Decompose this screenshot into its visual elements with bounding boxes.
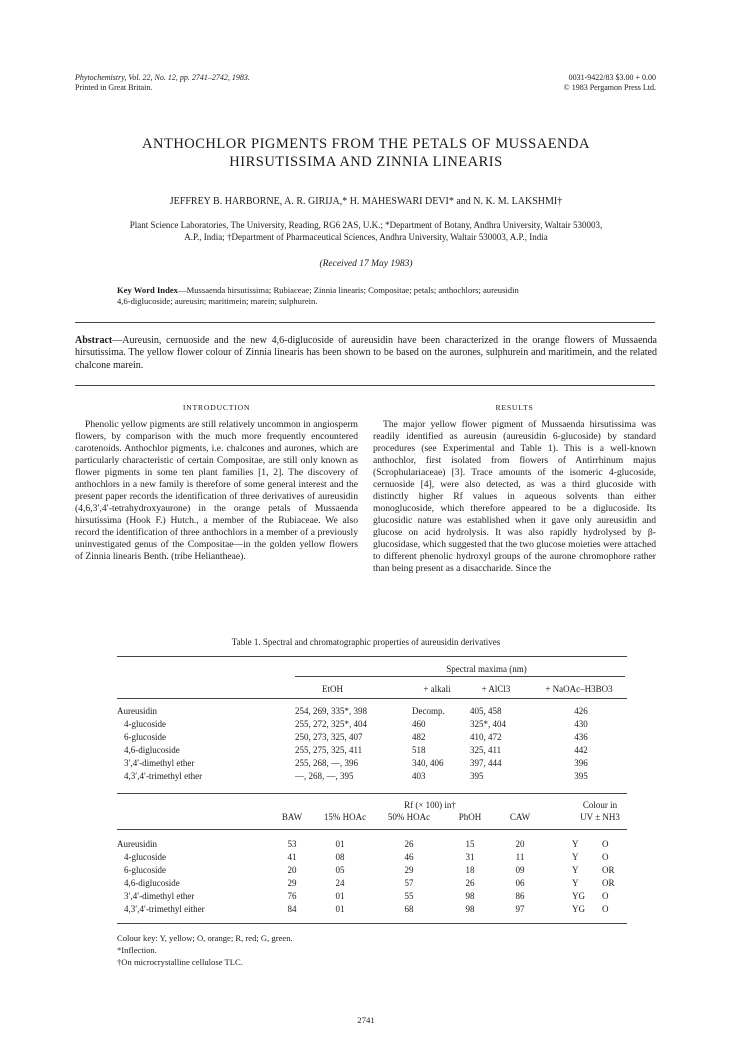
nh3-colour: OR bbox=[602, 865, 615, 875]
phoh-value: 98 bbox=[465, 891, 475, 901]
results-section bbox=[373, 402, 656, 575]
alkali-value: 460 bbox=[412, 719, 426, 729]
baw-value: 20 bbox=[287, 865, 297, 875]
results-text: The major yellow flower pigment of Mussaenda hirsutissima was readily identified as aureusin (aureusidin 6-glucoside) by standard procedures (see Experimental and Table 1). This is a well-known anthochlor, first isolated from flowers of Antirrhinum majus (Scrophulariaceae) [3]. Trace amounts of the isomeric 4-glucoside, cernuoside [4], were also detected, as was a third glucoside with distinctly higher Rf values in aqueous solvents than either monoglucoside, which therefore appeared to be a diglucoside. Its glucosidic nature was established when it gave only aureusidin and glucose on acid hydrolysis. It was also rapidly hydrolysed by β-glucosidase, which suggested that the two glucose moieties were attached to different phenolic hydroxyl groups of the aurone chromophore rather than being present as a disaccharide. Since the bbox=[373, 419, 656, 574]
colour-header-2: UV ± NH3 bbox=[580, 812, 620, 822]
compound-name: 4,6-diglucoside bbox=[124, 878, 180, 888]
hoac15-value: 05 bbox=[335, 865, 345, 875]
page-number: 2741 bbox=[357, 1015, 375, 1025]
title-line-1: ANTHOCHLOR PIGMENTS FROM THE PETALS OF MUSSAENDA bbox=[142, 136, 590, 152]
table-mid-rule bbox=[117, 793, 627, 794]
alcl3-value: 410, 472 bbox=[470, 732, 502, 742]
hoac50-value: 57 bbox=[404, 878, 414, 888]
alcl3-value: 405, 458 bbox=[470, 706, 502, 716]
etoh-value: 254, 269, 335*, 398 bbox=[295, 706, 367, 716]
abstract bbox=[75, 335, 657, 372]
compound-name: 4,3′,4′-trimethyl either bbox=[124, 904, 205, 914]
compound-name: 6-glucoside bbox=[124, 732, 166, 742]
footnote-inflection: *Inflection. bbox=[117, 945, 157, 955]
divider-top bbox=[75, 322, 655, 323]
caw-value: 86 bbox=[515, 891, 525, 901]
nh3-colour: O bbox=[602, 904, 609, 914]
col-phoh: PhOH bbox=[458, 812, 482, 822]
naoac-value: 426 bbox=[574, 706, 588, 716]
etoh-value: 255, 275, 325, 411 bbox=[295, 745, 363, 755]
col-etoh: EtOH bbox=[322, 684, 343, 694]
etoh-value: —, 268, —, 395 bbox=[295, 771, 354, 781]
rf-header: Rf (× 100) in† bbox=[404, 800, 456, 810]
alkali-value: 403 bbox=[412, 771, 426, 781]
key-word-index bbox=[117, 285, 622, 307]
hoac15-value: 08 bbox=[335, 852, 345, 862]
running-header-right bbox=[564, 73, 656, 92]
footnote-tlc: †On microcrystalline cellulose TLC. bbox=[117, 957, 243, 967]
divider-bottom bbox=[75, 385, 655, 386]
baw-value: 29 bbox=[287, 878, 297, 888]
hoac50-value: 26 bbox=[404, 839, 414, 849]
caw-value: 97 bbox=[515, 904, 525, 914]
table-top-rule bbox=[117, 656, 627, 657]
baw-value: 41 bbox=[287, 852, 297, 862]
hoac15-value: 01 bbox=[335, 839, 345, 849]
baw-value: 53 bbox=[287, 839, 297, 849]
compound-name: 4-glucoside bbox=[124, 719, 166, 729]
col-hoac15: 15% HOAc bbox=[323, 812, 367, 822]
hoac15-value: 24 bbox=[335, 878, 345, 888]
uv-colour: Y bbox=[572, 839, 579, 849]
naoac-value: 430 bbox=[574, 719, 588, 729]
price-code: 0031-9422/83 $3.00 + 0.00 bbox=[568, 73, 656, 82]
naoac-value: 395 bbox=[574, 771, 588, 781]
hoac50-value: 29 bbox=[404, 865, 414, 875]
key-word-line-1: —Mussaenda hirsutissima; Rubiaceae; Zinnia linearis; Compositae; petals; anthochlors; aureusidin bbox=[177, 285, 519, 295]
introduction-text: Phenolic yellow pigments are still relatively uncommon in angiosperm flowers, by comparison with the much more frequently encountered carotenoids. Anthochlor pigments, i.e. chalcones and aurones, which are particularly characteristic of certain Compositae, are still only known as flower pigments in some ten plant families [1, 2]. The discovery of anthochlors in a new family is therefore of some general interest and the present paper records the identification of three derivatives of aureusidin (4,6,3′,4′-tetrahydroxyaurone) in the orange petals of Mussaenda hirsutissima (Hook F.) Hutch., a member of the Rubiaceae. We also record the identification of three anthochlors in a member of a previously uninvestigated genus of the Compositae—in the golden yellow flowers of Zinnia linearis Benth. (tribe Heliantheae). bbox=[75, 419, 358, 562]
etoh-value: 255, 272, 325*, 404 bbox=[295, 719, 367, 729]
naoac-value: 396 bbox=[574, 758, 588, 768]
uv-colour: Y bbox=[572, 878, 579, 888]
journal-citation: Phytochemistry, Vol. 22, No. 12, pp. 2741–2742, 1983. bbox=[75, 73, 250, 82]
uv-colour: Y bbox=[572, 852, 579, 862]
baw-value: 76 bbox=[287, 891, 297, 901]
hoac15-value: 01 bbox=[335, 891, 345, 901]
affiliation-line-1: Plant Science Laboratories, The University, Reading, RG6 2AS, U.K.; *Department of Botany, Andhra University, Waltair 530003, bbox=[129, 220, 603, 230]
key-word-label: Key Word Index bbox=[117, 285, 178, 295]
hoac50-value: 68 bbox=[404, 904, 414, 914]
col-caw: CAW bbox=[509, 812, 531, 822]
hoac50-value: 55 bbox=[404, 891, 414, 901]
phoh-value: 31 bbox=[465, 852, 475, 862]
compound-name: Aureusidin bbox=[117, 839, 157, 849]
col-hoac50: 50% HOAc bbox=[387, 812, 431, 822]
alkali-value: 482 bbox=[412, 732, 426, 742]
spectral-col-rule bbox=[117, 698, 627, 699]
col-naoac: + NaOAc–H3BO3 bbox=[545, 684, 613, 694]
abstract-text: —Aureusin, cernuoside and the new 4,6-diglucoside of aureusidin have been characterized in the orange flowers of Mussaenda hirsutissima. The yellow flower colour of Zinnia linearis has been shown to be based on the aurones, sulphurein and maritimein, and the related chalcone marein. bbox=[75, 335, 657, 371]
table-bottom-rule bbox=[117, 923, 627, 924]
compound-name: 3′,4′-dimethyl ether bbox=[124, 758, 195, 768]
results-heading: RESULTS bbox=[495, 403, 534, 412]
affiliations bbox=[70, 220, 662, 243]
compound-name: 6-glucoside bbox=[124, 865, 166, 875]
author-list: JEFFREY B. HARBORNE, A. R. GIRIJA,* H. MAHESWARI DEVI* and N. K. M. LAKSHMI† bbox=[169, 196, 563, 207]
caw-value: 20 bbox=[515, 839, 525, 849]
alkali-value: Decomp. bbox=[412, 706, 445, 716]
compound-name: 4-glucoside bbox=[124, 852, 166, 862]
nh3-colour: O bbox=[602, 891, 609, 901]
received-date: (Received 17 May 1983) bbox=[319, 259, 413, 269]
nh3-colour: O bbox=[602, 852, 609, 862]
running-header-left bbox=[75, 73, 250, 92]
caw-value: 11 bbox=[515, 852, 525, 862]
spectral-header: Spectral maxima (nm) bbox=[446, 664, 527, 674]
alkali-value: 518 bbox=[412, 745, 426, 755]
col-baw: BAW bbox=[281, 812, 303, 822]
phoh-value: 26 bbox=[465, 878, 475, 888]
abstract-label: Abstract bbox=[75, 335, 113, 346]
alkali-value: 340, 406 bbox=[412, 758, 444, 768]
alcl3-value: 325, 411 bbox=[470, 745, 502, 755]
phoh-value: 15 bbox=[465, 839, 475, 849]
compound-name: 4,6-diglucoside bbox=[124, 745, 180, 755]
alcl3-value: 325*, 404 bbox=[470, 719, 506, 729]
footnote-colour-key: Colour key: Y, yellow; O, orange; R, red; G, green. bbox=[117, 933, 293, 943]
colour-header-1: Colour in bbox=[582, 800, 618, 810]
hoac50-value: 46 bbox=[404, 852, 414, 862]
nh3-colour: OR bbox=[602, 878, 615, 888]
etoh-value: 255, 268, —, 396 bbox=[295, 758, 358, 768]
caw-value: 09 bbox=[515, 865, 525, 875]
introduction-section bbox=[75, 402, 358, 563]
spectral-header-rule bbox=[295, 676, 625, 677]
naoac-value: 436 bbox=[574, 732, 588, 742]
etoh-value: 250, 273, 325, 407 bbox=[295, 732, 363, 742]
printed-in: Printed in Great Britain. bbox=[75, 82, 153, 92]
nh3-colour: O bbox=[602, 839, 609, 849]
compound-name: 4,3′,4′-trimethyl ether bbox=[124, 771, 203, 781]
phoh-value: 98 bbox=[465, 904, 475, 914]
baw-value: 84 bbox=[287, 904, 297, 914]
introduction-heading: INTRODUCTION bbox=[182, 403, 251, 412]
title-line-2: HIRSUTISSIMA AND ZINNIA LINEARIS bbox=[229, 153, 503, 170]
hoac15-value: 01 bbox=[335, 904, 345, 914]
article-title bbox=[70, 136, 662, 171]
table-caption: Table 1. Spectral and chromatographic properties of aureusidin derivatives bbox=[231, 637, 501, 647]
affiliation-line-2: A.P., India; †Department of Pharmaceutical Sciences, Andhra University, Waltair 530003, A.P., India bbox=[184, 231, 548, 242]
uv-colour: Y bbox=[572, 865, 579, 875]
caw-value: 06 bbox=[515, 878, 525, 888]
key-word-line-2: 4,6-diglucoside; aureusin; maritimein; marein; sulphurein. bbox=[117, 296, 318, 306]
copyright: © 1983 Pergamon Press Ltd. bbox=[563, 82, 656, 92]
alcl3-value: 395 bbox=[470, 771, 484, 781]
compound-name: 3′,4′-dimethyl ether bbox=[124, 891, 195, 901]
phoh-value: 18 bbox=[465, 865, 475, 875]
col-alkali: + alkali bbox=[423, 684, 451, 694]
uv-colour: YG bbox=[572, 904, 585, 914]
naoac-value: 442 bbox=[574, 745, 588, 755]
compound-name: Aureusidin bbox=[117, 706, 157, 716]
rf-col-rule bbox=[117, 829, 627, 830]
uv-colour: YG bbox=[572, 891, 585, 901]
alcl3-value: 397, 444 bbox=[470, 758, 502, 768]
col-alcl3: + AlCl3 bbox=[481, 684, 511, 694]
